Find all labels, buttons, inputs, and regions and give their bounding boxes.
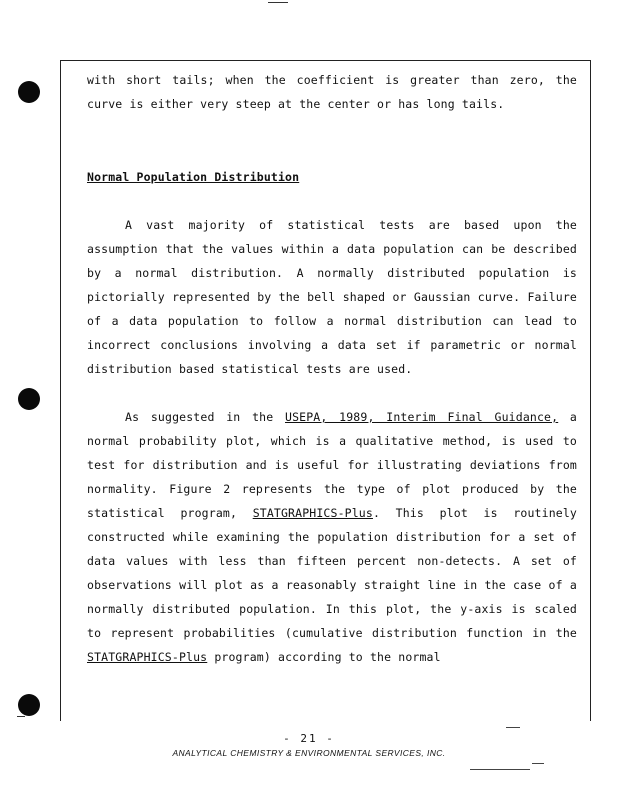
paragraph-text: program) according to the normal	[207, 650, 441, 664]
scan-mark	[470, 769, 530, 770]
paragraph-text: . This plot is routinely constructed while examining the population distribution for a set of data values with less than fifteen percent non-detects. A set of observations will plot as a reasonably straight line in the case of a normally distributed population. In this plot, the y-axis is scaled to represent probabilities (cumulative distribution function in the	[87, 506, 577, 640]
scan-mark	[506, 727, 520, 728]
punch-hole	[18, 694, 40, 716]
punch-hole	[18, 81, 40, 103]
scan-mark	[532, 763, 544, 764]
paragraph-text: As suggested in the	[125, 410, 286, 424]
citation-usepa: USEPA, 1989, Interim Final Guidance,	[285, 410, 559, 424]
program-name: STATGRAPHICS-Plus	[252, 506, 373, 520]
company-footer: ANALYTICAL CHEMISTRY & ENVIRONMENTAL SERVICES, INC.	[172, 748, 446, 758]
paragraph-text: a normal probability plot, which is a qualitative method, is used to test for distribution and is useful for illustrating deviations from normality. Figure 2 represents the type of plot produced by the statistical program,	[87, 410, 577, 520]
scan-mark	[17, 716, 25, 717]
paragraph-continuation: with short tails; when the coefficient is greater than zero, the curve is either very steep at the center or has long tails.	[87, 73, 577, 111]
paragraph-normal-distribution: A vast majority of statistical tests are based upon the assumption that the values within a data population can be described by a normal distribution. A normally distributed population is pictorially represented by the bell shaped or Gaussian curve. Failure of a data population to follow a normal distribution can lead to incorrect conclusions involving a data set if parametric or normal distribution based statistical tests are used.	[87, 218, 577, 376]
document-body	[87, 68, 577, 669]
punch-hole	[18, 388, 40, 410]
page-number: - 21 -	[283, 732, 335, 745]
program-name: STATGRAPHICS-Plus	[87, 650, 208, 664]
section-heading: Normal Population Distribution	[87, 170, 300, 184]
scan-mark	[268, 2, 288, 3]
paragraph-probability-plot	[87, 405, 577, 669]
